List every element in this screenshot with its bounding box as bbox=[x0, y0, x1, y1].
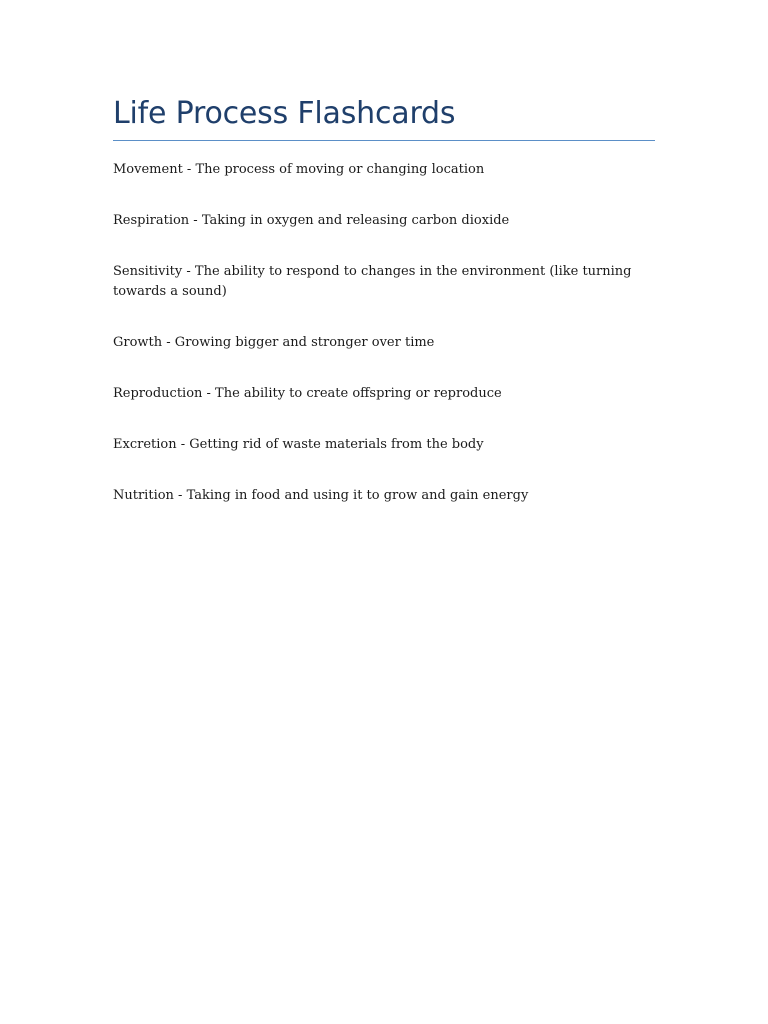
flashcard-list bbox=[113, 160, 655, 506]
title-underline bbox=[113, 140, 655, 141]
flashcard-movement: Movement - The process of moving or changing location bbox=[113, 162, 485, 177]
flashcard-sensitivity: Sensitivity - The ability to respond to changes in the environment (like turning towards a sound) bbox=[113, 264, 632, 299]
flashcard-growth: Growth - Growing bigger and stronger over time bbox=[113, 335, 435, 350]
flashcard-nutrition: Nutrition - Taking in food and using it to grow and gain energy bbox=[113, 488, 529, 503]
flashcard-excretion: Excretion - Getting rid of waste materials from the body bbox=[113, 437, 484, 452]
flashcard-reproduction: Reproduction - The ability to create offspring or reproduce bbox=[113, 386, 502, 401]
document-body bbox=[113, 96, 655, 537]
page-title: Life Process Flashcards bbox=[113, 96, 456, 131]
flashcard-respiration: Respiration - Taking in oxygen and releasing carbon dioxide bbox=[113, 213, 510, 228]
